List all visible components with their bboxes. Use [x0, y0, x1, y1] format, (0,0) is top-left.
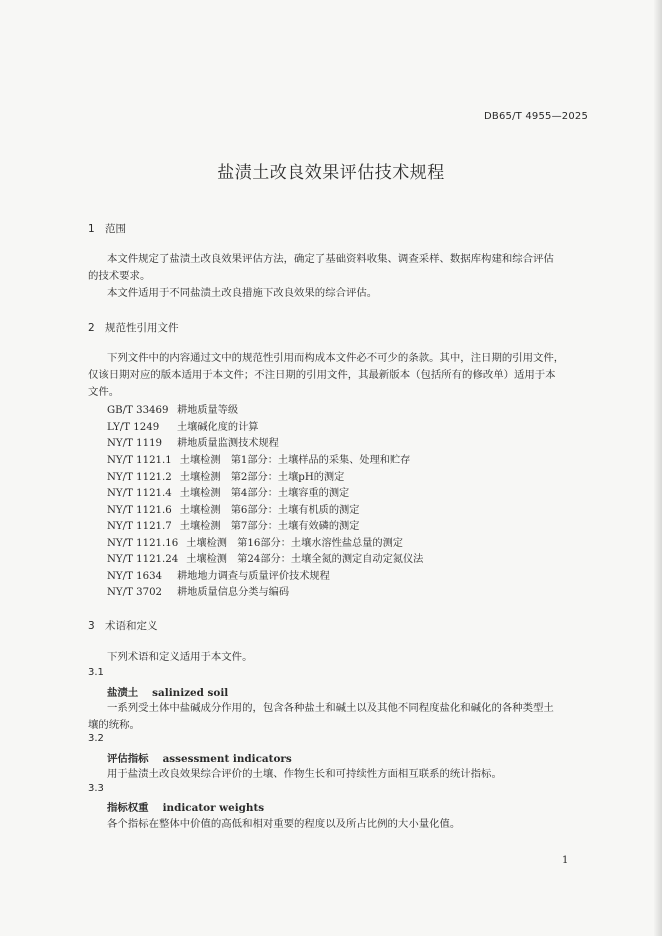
section-title: 规范性引用文件: [105, 322, 179, 334]
paragraph-line: 仅该日期对应的版本适用于本文件；不注日期的引用文件，其最新版本（包括所有的修改单）适用于本: [88, 369, 556, 381]
section-1-heading: [88, 221, 126, 236]
section-3-heading: [88, 618, 158, 633]
reference-title: 土壤检测 第16部分：土壤水溶性盐总量的测定: [186, 538, 403, 549]
section-number: 2: [88, 322, 95, 334]
term-chinese: 评估指标: [107, 753, 149, 765]
reference-item: [107, 583, 289, 598]
reference-item: [107, 567, 330, 582]
term-heading: [107, 799, 264, 814]
reference-item: [107, 451, 410, 466]
section-2-heading: [88, 320, 179, 335]
reference-code: NY/T 1121.24: [107, 554, 179, 565]
reference-title: 土壤检测 第2部分：土壤pH的测定: [179, 472, 345, 483]
paragraph-line: 本文件规定了盐渍土改良效果评估方法，确定了基础资料收集、调查采样、数据库构建和综合评估: [107, 253, 554, 265]
reference-code: NY/T 1121.2: [107, 472, 172, 483]
reference-title: 耕地地力调查与质量评价技术规程: [177, 571, 330, 582]
reference-item: [107, 534, 403, 549]
reference-code: NY/T 1121.6: [107, 505, 172, 516]
term-english: indicator weights: [162, 802, 265, 814]
reference-code: NY/T 1121.7: [107, 521, 172, 532]
definition-line: 壤的统称。: [88, 719, 140, 731]
section-number: 3: [88, 620, 95, 632]
section-number: 1: [88, 223, 95, 235]
paragraph-line: 文件。: [88, 386, 120, 398]
reference-code: NY/T 1121.16: [107, 538, 179, 549]
scan-edge-shadow: [654, 0, 662, 936]
reference-item: [107, 418, 259, 433]
paragraph-line: 下列文件中的内容通过文中的规范性引用而构成本文件必不可少的条款。其中，注日期的引用文件，: [107, 352, 565, 364]
reference-code: NY/T 1121.4: [107, 488, 172, 499]
reference-title: 土壤检测 第1部分：土壤样品的采集、处理和贮存: [179, 455, 411, 466]
document-code: DB65/T 4955—2025: [484, 111, 589, 122]
term-english: salinized soil: [152, 687, 229, 699]
clause-number: 3.3: [88, 783, 104, 794]
paragraph-line: 本文件适用于不同盐渍土改良措施下改良效果的综合评估。: [107, 287, 378, 299]
reference-code: NY/T 1634: [107, 571, 163, 582]
reference-code: NY/T 1121.1: [107, 455, 172, 466]
term-chinese: 指标权重: [107, 802, 149, 814]
term-chinese: 盐渍土: [107, 687, 139, 699]
reference-title: 土壤碱化度的计算: [177, 422, 259, 433]
section-title: 范围: [105, 223, 126, 235]
clause-number: 3.1: [88, 667, 104, 678]
reference-title: 土壤检测 第7部分：土壤有效磷的测定: [179, 521, 360, 532]
reference-item: [107, 517, 359, 532]
reference-title: 土壤检测 第4部分：土壤容重的测定: [179, 488, 350, 499]
definition-line: 各个指标在整体中价值的高低和相对重要的程度以及所占比例的大小量化值。: [107, 818, 461, 830]
clause-number: 3.2: [88, 733, 104, 744]
definition-line: 一系列受土体中盐碱成分作用的，包含各种盐土和碱土以及其他不同程度盐化和碱化的各种类型土: [107, 702, 554, 714]
paragraph-line: 的技术要求。: [88, 270, 151, 282]
reference-title: 土壤检测 第24部分：土壤全氮的测定自动定氮仪法: [186, 554, 424, 565]
reference-code: NY/T 1119: [107, 438, 163, 449]
reference-title: 耕地质量等级: [177, 405, 239, 416]
term-heading: [107, 750, 292, 765]
reference-item: [107, 434, 279, 449]
reference-item: [107, 550, 423, 565]
reference-title: 耕地质量信息分类与编码: [177, 587, 290, 598]
reference-code: GB/T 33469: [107, 405, 169, 416]
reference-title: 土壤检测 第6部分：土壤有机质的测定: [179, 505, 360, 516]
reference-code: NY/T 3702: [107, 587, 163, 598]
term-english: assessment indicators: [162, 753, 292, 765]
reference-item: [107, 468, 344, 483]
document-title: 盐渍土改良效果评估技术规程: [217, 163, 445, 183]
section-title: 术语和定义: [105, 620, 158, 632]
reference-title: 耕地质量监测技术规程: [177, 438, 279, 449]
term-heading: [107, 684, 228, 699]
reference-item: [107, 501, 359, 516]
paragraph-line: 下列术语和定义适用于本文件。: [107, 651, 253, 663]
definition-line: 用于盐渍土改良效果综合评价的土壤、作物生长和可持续性方面相互联系的统计指标。: [107, 768, 502, 780]
page-number: 1: [562, 855, 569, 866]
reference-item: [107, 484, 349, 499]
reference-code: LY/T 1249: [107, 422, 160, 433]
reference-item: [107, 401, 238, 416]
